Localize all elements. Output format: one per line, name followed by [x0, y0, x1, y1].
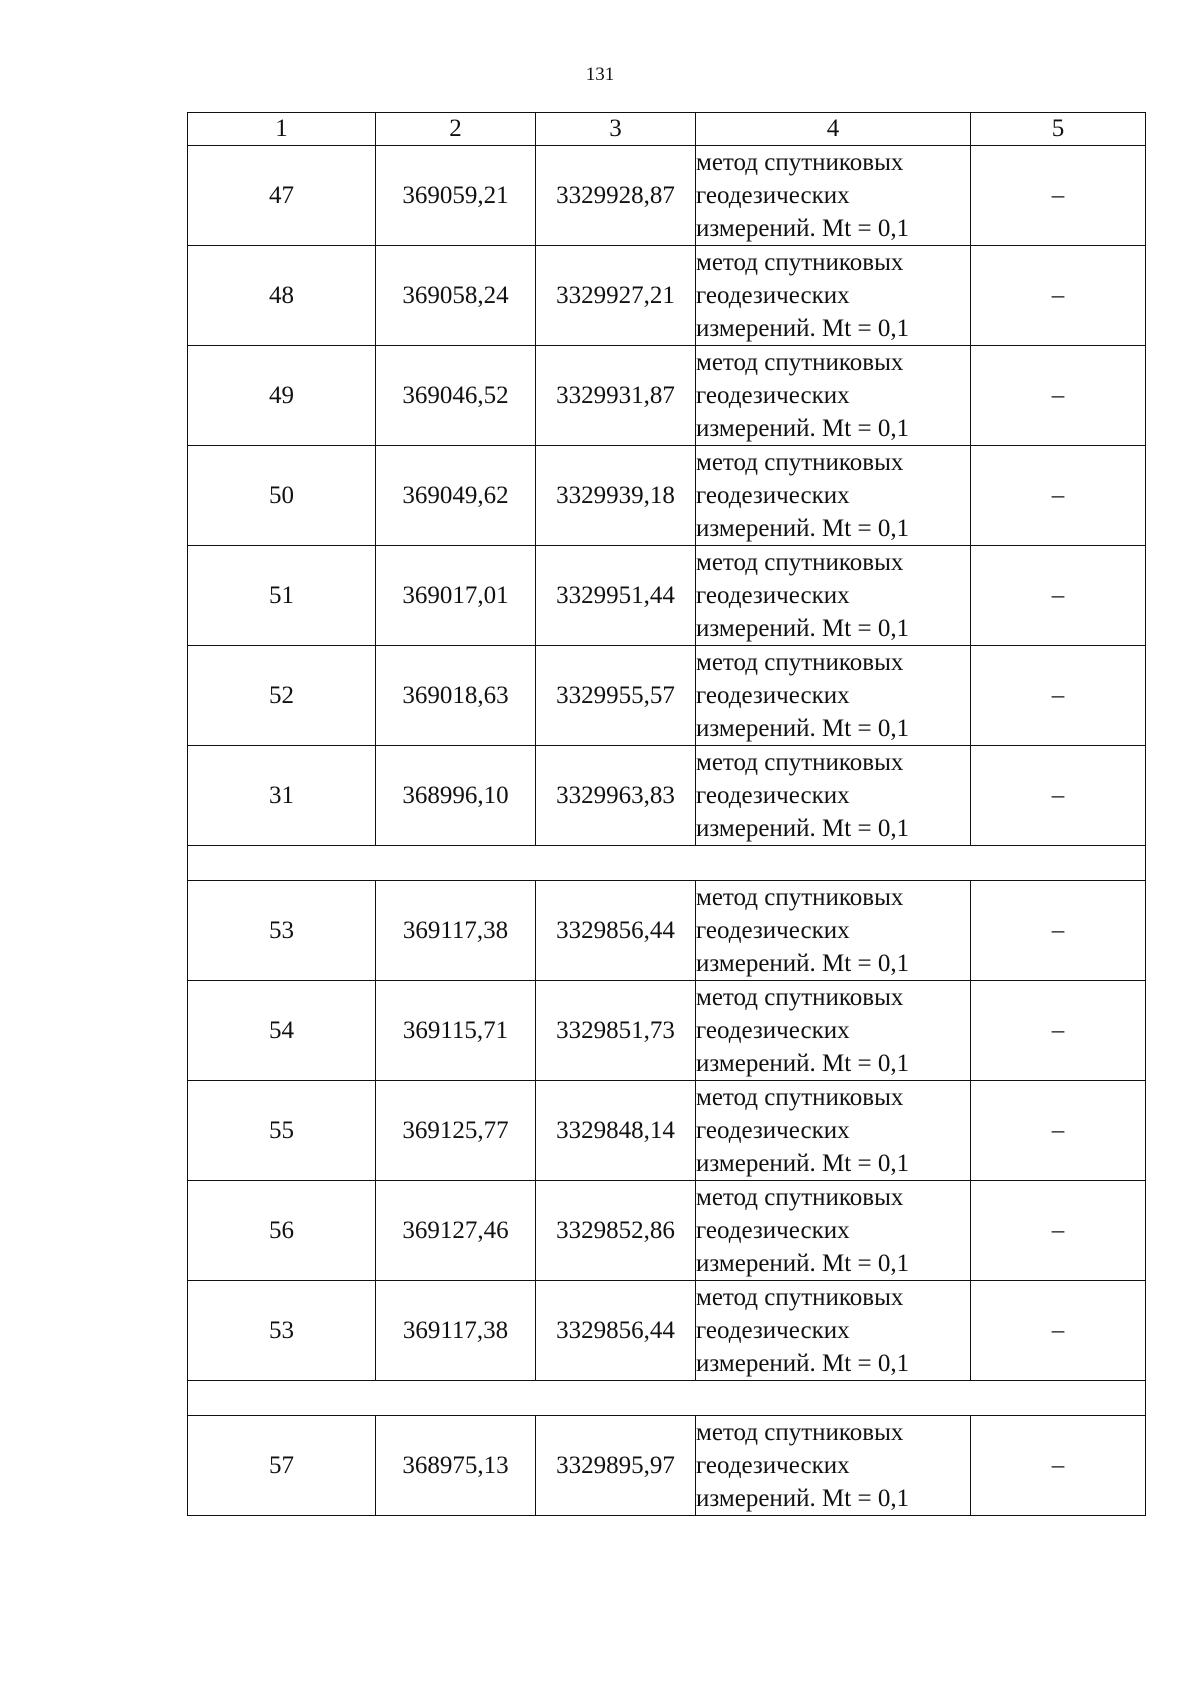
- method-line: измерений. Mt = 0,1: [696, 215, 910, 242]
- column-header-3: 3: [536, 113, 696, 146]
- method-line: метод спутниковых: [696, 1084, 904, 1111]
- method-line: метод спутниковых: [696, 549, 904, 576]
- method-line: геодезических: [696, 1017, 850, 1044]
- column-header-4: 4: [696, 113, 971, 146]
- point-number-cell: 51: [188, 546, 376, 646]
- x-coordinate-cell: 369017,01: [376, 546, 536, 646]
- method-line: геодезических: [696, 282, 850, 309]
- method-line: измерений. Mt = 0,1: [696, 1150, 910, 1177]
- x-coordinate-cell: 369059,21: [376, 146, 536, 246]
- method-cell: [696, 646, 971, 746]
- table-row: [188, 346, 1146, 446]
- column-header-1: 1: [188, 113, 376, 146]
- table-row: [188, 446, 1146, 546]
- point-number-cell: 54: [188, 981, 376, 1081]
- y-coordinate-cell: 3329955,57: [536, 646, 696, 746]
- method-line: геодезических: [696, 582, 850, 609]
- column-header-2: 2: [376, 113, 536, 146]
- table-row: [188, 1081, 1146, 1181]
- point-number-cell: 48: [188, 246, 376, 346]
- method-line: метод спутниковых: [696, 149, 904, 176]
- x-coordinate-cell: 368996,10: [376, 746, 536, 846]
- method-line: метод спутниковых: [696, 1419, 904, 1446]
- x-coordinate-cell: 369117,38: [376, 1281, 536, 1381]
- x-coordinate-cell: 369115,71: [376, 981, 536, 1081]
- method-line: метод спутниковых: [696, 449, 904, 476]
- table-row: [188, 1181, 1146, 1281]
- x-coordinate-cell: 369018,63: [376, 646, 536, 746]
- separator-cell: [188, 846, 1146, 881]
- method-line: геодезических: [696, 782, 850, 809]
- table-separator-row: [188, 846, 1146, 881]
- note-cell: –: [971, 1181, 1146, 1281]
- method-line: метод спутниковых: [696, 249, 904, 276]
- y-coordinate-cell: 3329939,18: [536, 446, 696, 546]
- y-coordinate-cell: 3329856,44: [536, 1281, 696, 1381]
- x-coordinate-cell: 369127,46: [376, 1181, 536, 1281]
- point-number-cell: 53: [188, 881, 376, 981]
- y-coordinate-cell: 3329856,44: [536, 881, 696, 981]
- method-line: измерений. Mt = 0,1: [696, 1250, 910, 1277]
- method-line: измерений. Mt = 0,1: [696, 1485, 910, 1512]
- method-cell: [696, 881, 971, 981]
- method-cell: [696, 1281, 971, 1381]
- method-line: метод спутниковых: [696, 884, 904, 911]
- method-line: измерений. Mt = 0,1: [696, 615, 910, 642]
- method-line: измерений. Mt = 0,1: [696, 1050, 910, 1077]
- table-row: [188, 746, 1146, 846]
- method-line: метод спутниковых: [696, 1184, 904, 1211]
- coordinates-table: [187, 112, 1146, 1516]
- table-row: [188, 981, 1146, 1081]
- x-coordinate-cell: 368975,13: [376, 1416, 536, 1516]
- table-row: [188, 246, 1146, 346]
- table-separator-row: [188, 1381, 1146, 1416]
- y-coordinate-cell: 3329931,87: [536, 346, 696, 446]
- point-number-cell: 50: [188, 446, 376, 546]
- y-coordinate-cell: 3329951,44: [536, 546, 696, 646]
- point-number-cell: 49: [188, 346, 376, 446]
- table-row: [188, 146, 1146, 246]
- point-number-cell: 53: [188, 1281, 376, 1381]
- y-coordinate-cell: 3329928,87: [536, 146, 696, 246]
- x-coordinate-cell: 369049,62: [376, 446, 536, 546]
- method-cell: [696, 146, 971, 246]
- method-line: метод спутниковых: [696, 984, 904, 1011]
- method-line: измерений. Mt = 0,1: [696, 315, 910, 342]
- y-coordinate-cell: 3329852,86: [536, 1181, 696, 1281]
- note-cell: –: [971, 146, 1146, 246]
- table-row: [188, 646, 1146, 746]
- note-cell: –: [971, 246, 1146, 346]
- method-line: измерений. Mt = 0,1: [696, 715, 910, 742]
- method-line: измерений. Mt = 0,1: [696, 515, 910, 542]
- point-number-cell: 47: [188, 146, 376, 246]
- method-line: метод спутниковых: [696, 749, 904, 776]
- x-coordinate-cell: 369117,38: [376, 881, 536, 981]
- method-cell: [696, 1081, 971, 1181]
- method-cell: [696, 981, 971, 1081]
- note-cell: –: [971, 881, 1146, 981]
- note-cell: –: [971, 546, 1146, 646]
- y-coordinate-cell: 3329895,97: [536, 1416, 696, 1516]
- method-line: измерений. Mt = 0,1: [696, 1350, 910, 1377]
- method-line: геодезических: [696, 482, 850, 509]
- separator-cell: [188, 1381, 1146, 1416]
- y-coordinate-cell: 3329963,83: [536, 746, 696, 846]
- note-cell: –: [971, 981, 1146, 1081]
- y-coordinate-cell: 3329927,21: [536, 246, 696, 346]
- note-cell: –: [971, 746, 1146, 846]
- method-cell: [696, 246, 971, 346]
- x-coordinate-cell: 369058,24: [376, 246, 536, 346]
- method-line: геодезических: [696, 182, 850, 209]
- method-cell: [696, 746, 971, 846]
- method-cell: [696, 1181, 971, 1281]
- method-line: метод спутниковых: [696, 1284, 904, 1311]
- table-row: [188, 1281, 1146, 1381]
- method-line: измерений. Mt = 0,1: [696, 815, 910, 842]
- method-line: геодезических: [696, 382, 850, 409]
- method-line: метод спутниковых: [696, 349, 904, 376]
- point-number-cell: 57: [188, 1416, 376, 1516]
- point-number-cell: 55: [188, 1081, 376, 1181]
- point-number-cell: 52: [188, 646, 376, 746]
- method-line: геодезических: [696, 1317, 850, 1344]
- table-row: [188, 881, 1146, 981]
- note-cell: –: [971, 1281, 1146, 1381]
- point-number-cell: 31: [188, 746, 376, 846]
- method-line: метод спутниковых: [696, 649, 904, 676]
- method-cell: [696, 1416, 971, 1516]
- table-row: [188, 546, 1146, 646]
- page-number: 131: [585, 64, 615, 85]
- x-coordinate-cell: 369046,52: [376, 346, 536, 446]
- table-row: [188, 1416, 1146, 1516]
- method-line: геодезических: [696, 1217, 850, 1244]
- y-coordinate-cell: 3329848,14: [536, 1081, 696, 1181]
- note-cell: –: [971, 1081, 1146, 1181]
- note-cell: –: [971, 446, 1146, 546]
- column-header-5: 5: [971, 113, 1146, 146]
- table-header-row: [188, 113, 1146, 146]
- method-line: измерений. Mt = 0,1: [696, 415, 910, 442]
- note-cell: –: [971, 1416, 1146, 1516]
- method-cell: [696, 546, 971, 646]
- method-cell: [696, 346, 971, 446]
- y-coordinate-cell: 3329851,73: [536, 981, 696, 1081]
- method-line: измерений. Mt = 0,1: [696, 950, 910, 977]
- method-line: геодезических: [696, 1117, 850, 1144]
- x-coordinate-cell: 369125,77: [376, 1081, 536, 1181]
- table-body: [188, 113, 1146, 1516]
- note-cell: –: [971, 646, 1146, 746]
- note-cell: –: [971, 346, 1146, 446]
- method-line: геодезических: [696, 917, 850, 944]
- point-number-cell: 56: [188, 1181, 376, 1281]
- method-line: геодезических: [696, 1452, 850, 1479]
- method-cell: [696, 446, 971, 546]
- method-line: геодезических: [696, 682, 850, 709]
